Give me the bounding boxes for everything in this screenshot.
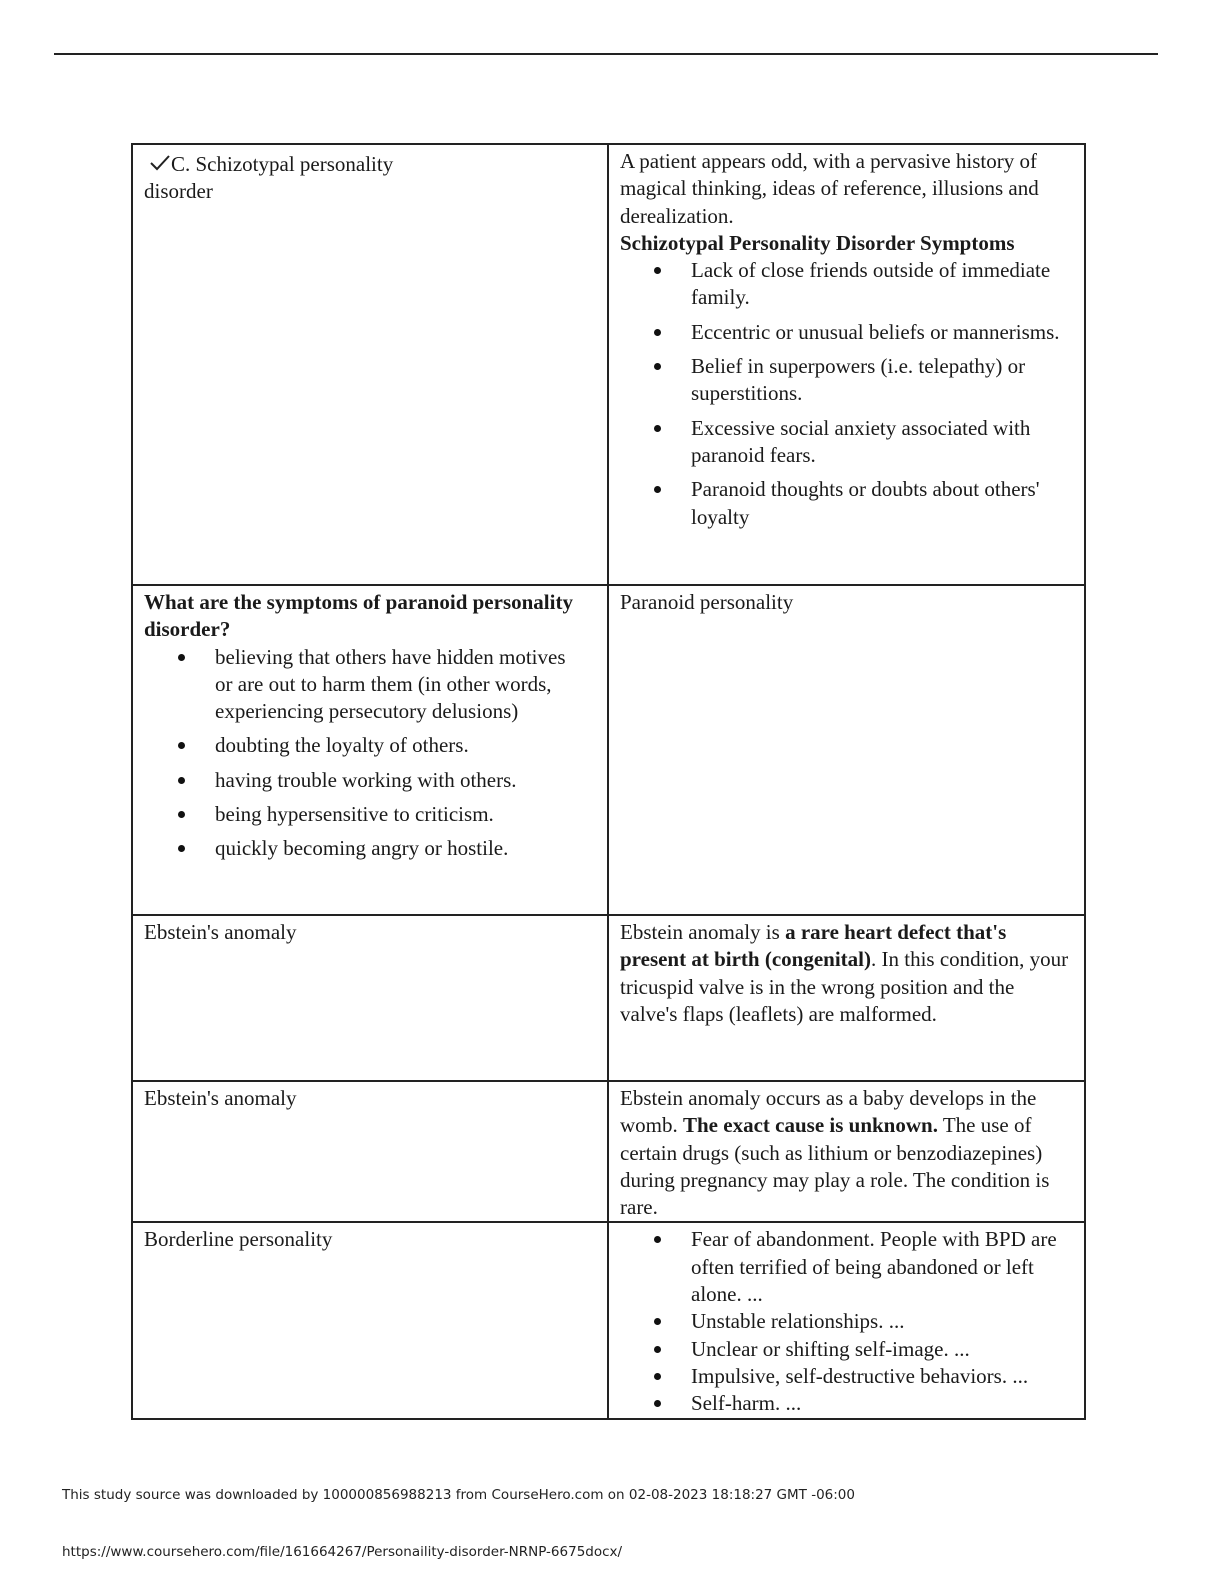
term-text: Borderline personality (144, 1227, 333, 1252)
answer-choice (144, 151, 597, 206)
list-item: believing that others have hidden motives or are out to harm them (in other words, experiencing persecutory delusions) (215, 644, 583, 726)
term-cell (132, 915, 608, 1081)
list-item: Unstable relationships. ... (691, 1308, 1074, 1335)
definition-part: Ebstein anomaly occurs as a baby develops in the womb. (620, 1086, 1037, 1138)
answer-line-1: C. Schizotypal personality (171, 152, 394, 176)
list-item: doubting the loyalty of others. (215, 732, 583, 759)
definition-text (620, 1085, 1074, 1221)
checkmark-icon (149, 154, 171, 172)
table-row (132, 585, 1085, 915)
list-item: Impulsive, self-destructive behaviors. ... (691, 1363, 1074, 1390)
definition-text: Paranoid personality (620, 590, 794, 614)
definition-cell (608, 585, 1085, 915)
list-item: being hypersensitive to criticism. (215, 801, 583, 828)
term-cell (132, 1222, 608, 1418)
term-text: Ebstein's anomaly (144, 1086, 297, 1110)
list-item: having trouble working with others. (215, 767, 583, 794)
list-item: Unclear or shifting self-image. ... (691, 1336, 1074, 1363)
header-rule (54, 53, 1158, 55)
definition-emphasis: a rare heart defect that's present at birth (congenital) (620, 920, 1007, 972)
table-row (132, 915, 1085, 1081)
term-cell (132, 144, 608, 585)
list-item: Fear of abandonment. People with BPD are often terrified of being abandoned or left alone. ... (691, 1226, 1074, 1308)
table-row (132, 1081, 1085, 1222)
question-heading: What are the symptoms of paranoid personality disorder? (144, 590, 573, 642)
section-heading: Schizotypal Personality Disorder Symptoms (620, 230, 1015, 255)
intro-text: A patient appears odd, with a pervasive history of magical thinking, ideas of reference, illusions and derealization. (620, 149, 1039, 228)
list-item: quickly becoming angry or hostile. (215, 835, 583, 862)
symptom-list (620, 257, 1074, 531)
list-item: Belief in superpowers (i.e. telepathy) or superstitions. (691, 353, 1074, 408)
term-cell (132, 1081, 608, 1222)
definition-part: . In this condition, your tricuspid valve is in the wrong position and the valve's flaps (leaflets) are malformed. (620, 947, 1069, 1026)
definition-text (620, 919, 1074, 1028)
list-item: Lack of close friends outside of immediate family. (691, 257, 1074, 312)
definition-part: The use of certain drugs (such as lithium or benzodiazepines) during pregnancy may play a role. The condition is rare. (620, 1113, 1050, 1220)
definition-cell (608, 1222, 1085, 1418)
list-item: Paranoid thoughts or doubts about others' loyalty (691, 476, 1074, 531)
source-url[interactable]: https://www.coursehero.com/file/161664267/Personaility-disorder-NRNP-6675docx/ (62, 1544, 623, 1560)
content-table (131, 143, 1086, 1420)
table-row (132, 1222, 1085, 1418)
table-row (132, 144, 1085, 585)
list-item: Self-harm. ... (691, 1390, 1074, 1417)
list-item: Excessive social anxiety associated with paranoid fears. (691, 415, 1074, 470)
list-item: Eccentric or unusual beliefs or mannerisms. (691, 319, 1074, 346)
answer-line-2: disorder (144, 179, 213, 204)
term-cell (132, 585, 608, 915)
definition-cell (608, 915, 1085, 1081)
definition-cell (608, 144, 1085, 585)
source-footer: This study source was downloaded by 100000856988213 from CourseHero.com on 02-08-2023 18:18:27 GMT -06:00 (62, 1487, 855, 1503)
symptom-list (144, 644, 583, 863)
definition-cell (608, 1081, 1085, 1222)
definition-part: Ebstein anomaly is (620, 920, 786, 944)
definition-emphasis: The exact cause is unknown. (683, 1113, 938, 1138)
term-text: Ebstein's anomaly (144, 920, 297, 944)
symptom-list (620, 1226, 1074, 1417)
